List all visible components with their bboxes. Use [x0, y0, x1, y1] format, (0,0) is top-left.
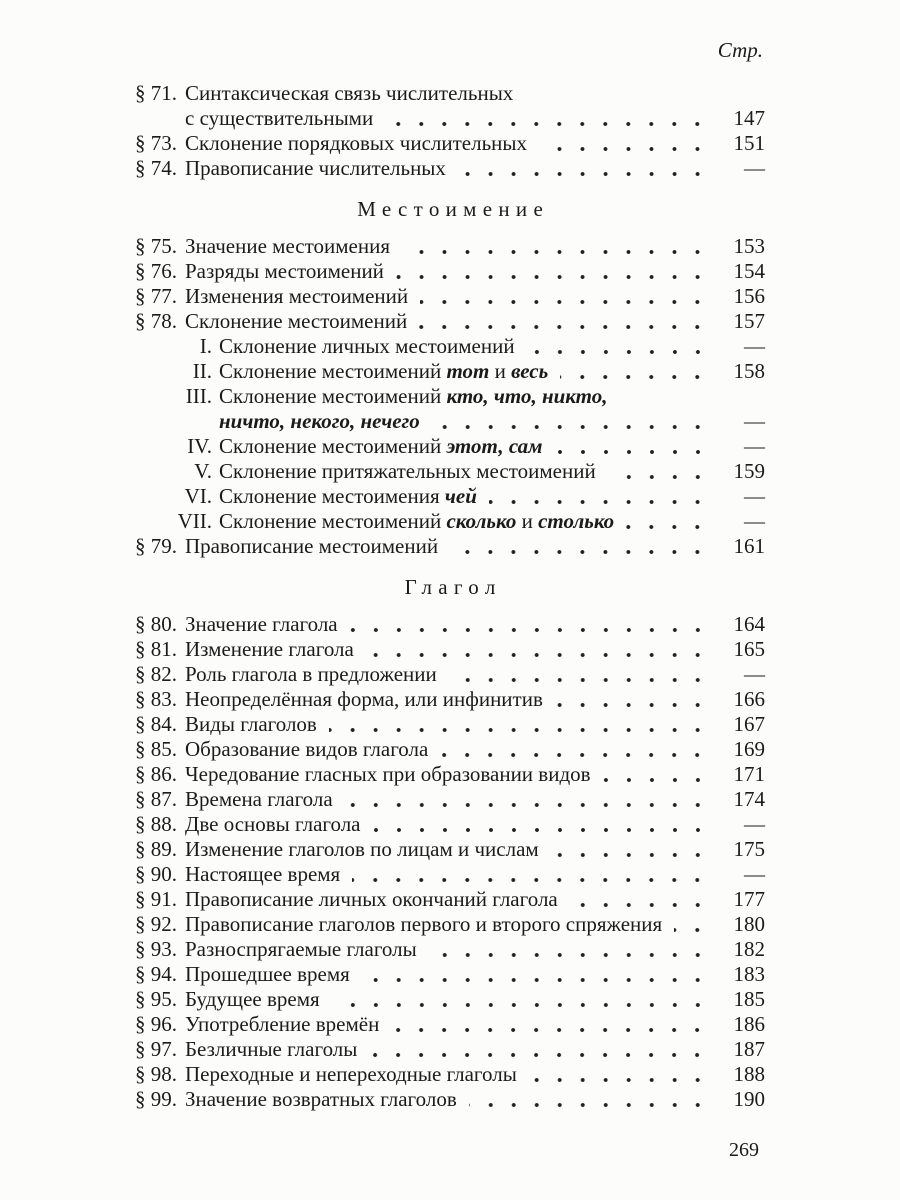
entry-text: Роль глагола в предложении	[185, 662, 437, 686]
toc-row	[135, 687, 765, 712]
dot-leader	[329, 712, 711, 737]
entry-page-number: 185	[733, 987, 765, 1011]
dot-leader	[373, 812, 711, 837]
entry-title	[185, 737, 428, 762]
entry-page-number: —	[744, 409, 765, 433]
entry-text: Разряды местоимений	[185, 259, 384, 283]
section-marker	[135, 106, 185, 131]
entry-title	[185, 712, 317, 737]
toc-row	[135, 887, 765, 912]
entry-page-number: 169	[733, 737, 765, 761]
dot-leader	[352, 862, 711, 887]
entry-text: Склонение местоимений	[185, 309, 408, 333]
entry-page-number: 177	[733, 887, 765, 911]
dot-leader	[362, 962, 711, 987]
entry-text: Изменение глаголов по лицам и числам	[185, 837, 539, 861]
toc-row	[135, 259, 765, 284]
entry-page-number: 164	[733, 612, 765, 636]
entry-page-number: 156	[733, 284, 765, 308]
page-column-label: Стр.	[717, 38, 763, 62]
toc-row	[135, 409, 765, 434]
toc-row	[135, 534, 765, 559]
entry-page-number: —	[744, 156, 765, 180]
entry-text: Значение возвратных глаголов	[185, 1087, 457, 1111]
entry-text: Разноспрягаемые глаголы	[185, 937, 417, 961]
entry-title	[185, 534, 438, 559]
entry-title	[185, 687, 543, 712]
entry-page-number: 161	[733, 534, 765, 558]
entry-text: Будущее время	[185, 987, 320, 1011]
toc-row	[135, 737, 765, 762]
entry-text: Правописание глаголов первого и второго спряжения	[185, 912, 663, 936]
section-marker: § 76.	[135, 259, 177, 283]
entry-title	[219, 434, 543, 459]
dot-leader	[603, 762, 711, 787]
section-marker: § 78.	[135, 309, 177, 333]
dot-leader	[385, 106, 711, 131]
entry-page-number: —	[744, 862, 765, 886]
subitem-marker: V.	[194, 459, 212, 483]
entry-title	[219, 409, 420, 434]
section-marker: § 96.	[135, 1012, 177, 1036]
dot-leader	[469, 1087, 711, 1112]
toc-row	[135, 1062, 765, 1087]
page-number-folio: 269	[729, 1139, 759, 1161]
dot-leader	[345, 787, 711, 812]
entry-title	[185, 962, 350, 987]
dot-leader	[570, 887, 711, 912]
section-marker: § 77.	[135, 284, 177, 308]
section-marker: § 89.	[135, 837, 177, 861]
toc-row	[135, 484, 765, 509]
toc-row	[135, 131, 765, 156]
section-marker: § 73.	[135, 131, 177, 155]
section-marker: § 84.	[135, 712, 177, 736]
entry-text: Правописание личных окончаний глагола	[185, 887, 558, 911]
entry-page-number: 158	[733, 359, 765, 383]
entry-term: весь	[511, 359, 549, 383]
dot-leader	[440, 737, 711, 762]
entry-text: и	[516, 509, 539, 533]
dot-leader	[450, 534, 711, 559]
entry-term: сколько	[446, 509, 517, 533]
entry-page-number: 175	[733, 837, 765, 861]
dot-leader	[674, 912, 711, 937]
entry-title	[185, 987, 320, 1012]
entry-text: Склонение местоимений	[219, 434, 447, 458]
entry-title	[219, 509, 614, 534]
entry-title	[185, 234, 390, 259]
dot-leader	[332, 987, 711, 1012]
entry-page-number: —	[744, 434, 765, 458]
entry-text: Времена глагола	[185, 787, 333, 811]
entry-title	[185, 259, 384, 284]
entry-page-number: 182	[733, 937, 765, 961]
entry-text: Склонение личных местоимений	[219, 334, 515, 358]
entry-page-number: 165	[733, 637, 765, 661]
entry-title	[185, 309, 407, 334]
entry-text: Склонение порядковых числительных	[185, 131, 528, 155]
entry-title	[185, 156, 446, 181]
entry-text: Склонение местоимений	[219, 509, 447, 533]
toc-row	[135, 334, 765, 359]
entry-text: Склонение местоимения	[219, 484, 445, 508]
dot-leader	[419, 309, 711, 334]
entry-page-number: 186	[733, 1012, 765, 1036]
subitem-marker: VI.	[184, 484, 212, 508]
section-heading: Глагол	[404, 575, 502, 599]
dot-leader	[402, 234, 711, 259]
entry-title	[219, 484, 477, 509]
toc-row	[135, 81, 765, 106]
dot-leader	[555, 434, 712, 459]
dot-leader	[420, 284, 711, 309]
dot-leader	[560, 359, 711, 384]
entry-text: Употребление времён	[185, 1012, 380, 1036]
subitem-marker: I.	[199, 334, 212, 358]
entry-text: Склонение местоимений	[219, 384, 447, 408]
entry-page-number: —	[744, 812, 765, 836]
entry-title	[185, 887, 558, 912]
entry-term: кто, что, никто,	[446, 384, 608, 408]
section-marker: § 87.	[135, 787, 177, 811]
toc-row	[135, 309, 765, 334]
toc-row	[135, 937, 765, 962]
section-marker: § 82.	[135, 662, 177, 686]
entry-title	[185, 81, 513, 106]
entry-term: чей	[444, 484, 477, 508]
subitem-marker: VII.	[177, 509, 212, 533]
toc-row	[135, 662, 765, 687]
entry-text: Виды глаголов	[185, 712, 317, 736]
entry-page-number: 180	[733, 912, 765, 936]
toc-row	[135, 962, 765, 987]
dot-leader	[551, 837, 711, 862]
toc-row	[135, 787, 765, 812]
entry-page-number: —	[744, 334, 765, 358]
entry-text: Склонение притяжательных местоимений	[219, 459, 596, 483]
toc-row	[135, 862, 765, 887]
section-marker: § 90.	[135, 862, 177, 886]
toc-row	[135, 837, 765, 862]
entry-title	[219, 384, 608, 409]
dot-leader	[608, 459, 711, 484]
subitem-marker: IV.	[187, 434, 212, 458]
entry-page-number: 183	[733, 962, 765, 986]
section-marker: § 80.	[135, 612, 177, 636]
section-marker: § 88.	[135, 812, 177, 836]
entry-text: Настоящее время	[185, 862, 341, 886]
entry-page-number: 157	[733, 309, 765, 333]
entry-text: Правописание числительных	[185, 156, 446, 180]
dot-leader	[432, 409, 711, 434]
entry-term: тот	[446, 359, 490, 383]
section-marker: § 93.	[135, 937, 177, 961]
entry-text: Склонение местоимений	[219, 359, 447, 383]
entry-title	[185, 912, 662, 937]
entry-title	[185, 284, 408, 309]
toc-row	[135, 1087, 765, 1112]
section-marker: § 74.	[135, 156, 177, 180]
entry-text: Значение глагола	[185, 612, 338, 636]
entry-page-number: 171	[733, 762, 765, 786]
toc-row	[135, 612, 765, 637]
entry-text: Правописание местоимений	[185, 534, 439, 558]
dot-leader	[539, 131, 711, 156]
toc-row	[135, 459, 765, 484]
entry-page-number: 147	[733, 106, 765, 130]
toc-row	[135, 284, 765, 309]
entry-title	[185, 812, 361, 837]
toc-row	[135, 1037, 765, 1062]
entry-term: ничто, некого, нечего	[219, 409, 420, 433]
subitem-marker: II.	[192, 359, 212, 383]
toc-row	[135, 712, 765, 737]
entry-page-number: 154	[733, 259, 765, 283]
dot-leader	[391, 1012, 711, 1037]
entry-title	[185, 787, 333, 812]
entry-text: с существительными	[185, 106, 374, 130]
section-marker: § 86.	[135, 762, 177, 786]
entry-term: столько	[538, 509, 615, 533]
section-marker: § 79.	[135, 534, 177, 558]
entry-title	[185, 862, 340, 887]
entry-page-number: 151	[733, 131, 765, 155]
entry-term: этот, сам	[446, 434, 543, 458]
entry-page-number: —	[744, 509, 765, 533]
entry-title	[185, 131, 527, 156]
toc-row	[135, 384, 765, 409]
entry-page-number: 188	[733, 1062, 765, 1086]
section-marker: § 97.	[135, 1037, 177, 1061]
entry-text: Значение местоимения	[185, 234, 391, 258]
toc-blocks	[135, 81, 765, 1112]
entry-title	[185, 937, 417, 962]
dot-leader	[489, 484, 711, 509]
dot-leader	[366, 637, 711, 662]
toc-row	[135, 359, 765, 384]
section-marker: § 95.	[135, 987, 177, 1011]
entry-title	[185, 662, 437, 687]
entry-page-number: 153	[733, 234, 765, 258]
toc-row	[135, 912, 765, 937]
toc-row	[135, 434, 765, 459]
section-marker: § 85.	[135, 737, 177, 761]
toc-row	[135, 234, 765, 259]
dot-leader	[529, 1062, 711, 1087]
entry-page-number: 190	[733, 1087, 765, 1111]
entry-title	[185, 1037, 357, 1062]
entry-text: и	[489, 359, 512, 383]
toc-row	[135, 637, 765, 662]
entry-title	[219, 459, 596, 484]
dot-leader	[449, 662, 711, 687]
entry-page-number: 159	[733, 459, 765, 483]
entry-text: Изменение глагола	[185, 637, 354, 661]
entry-text: Синтаксическая связь числительных	[185, 81, 514, 105]
entry-text: Неопределённая форма, или инфинитив	[185, 687, 543, 711]
entry-title	[185, 1062, 517, 1087]
entry-page-number: 174	[733, 787, 765, 811]
entry-title	[185, 612, 338, 637]
section-heading: Местоимение	[357, 197, 550, 221]
section-marker: § 99.	[135, 1087, 177, 1111]
section-marker: § 91.	[135, 887, 177, 911]
entry-text: Прошедшее время	[185, 962, 350, 986]
dot-leader	[555, 687, 711, 712]
dot-leader	[350, 612, 711, 637]
section-marker: § 98.	[135, 1062, 177, 1086]
toc-row	[135, 156, 765, 181]
entry-text: Две основы глагола	[185, 812, 361, 836]
entry-text: Безличные глаголы	[185, 1037, 358, 1061]
toc-row	[135, 762, 765, 787]
toc-row	[135, 1012, 765, 1037]
entry-title	[185, 762, 591, 787]
section-marker: § 92.	[135, 912, 177, 936]
toc-row	[135, 987, 765, 1012]
entry-title	[185, 106, 373, 131]
entry-page-number: 166	[733, 687, 765, 711]
entry-text: Чередование гласных при образовании видов	[185, 762, 591, 786]
entry-title	[185, 1087, 457, 1112]
dot-leader	[396, 259, 711, 284]
subitem-marker	[135, 409, 219, 434]
subitem-marker: III.	[185, 384, 212, 408]
entry-title	[185, 1012, 379, 1037]
section-marker: § 81.	[135, 637, 177, 661]
toc-content	[135, 38, 765, 1163]
entry-page-number: 187	[733, 1037, 765, 1061]
entry-text: Переходные и непереходные глаголы	[185, 1062, 517, 1086]
entry-text: Образование видов глагола	[185, 737, 429, 761]
entry-page-number: —	[744, 484, 765, 508]
entry-text: Изменения местоимений	[185, 284, 409, 308]
entry-title	[185, 837, 539, 862]
entry-title	[219, 359, 548, 384]
entry-page-number: 167	[733, 712, 765, 736]
entry-title	[219, 334, 515, 359]
toc-row	[135, 509, 765, 534]
dot-leader	[527, 334, 711, 359]
entry-page-number: —	[744, 662, 765, 686]
dot-leader	[458, 156, 711, 181]
section-marker: § 83.	[135, 687, 177, 711]
dot-leader	[369, 1037, 711, 1062]
toc-row	[135, 812, 765, 837]
section-marker: § 94.	[135, 962, 177, 986]
section-marker: § 75.	[135, 234, 177, 258]
section-marker: § 71.	[135, 81, 177, 105]
dot-leader	[626, 509, 711, 534]
dot-leader	[429, 937, 711, 962]
toc-row	[135, 106, 765, 131]
entry-title	[185, 637, 354, 662]
